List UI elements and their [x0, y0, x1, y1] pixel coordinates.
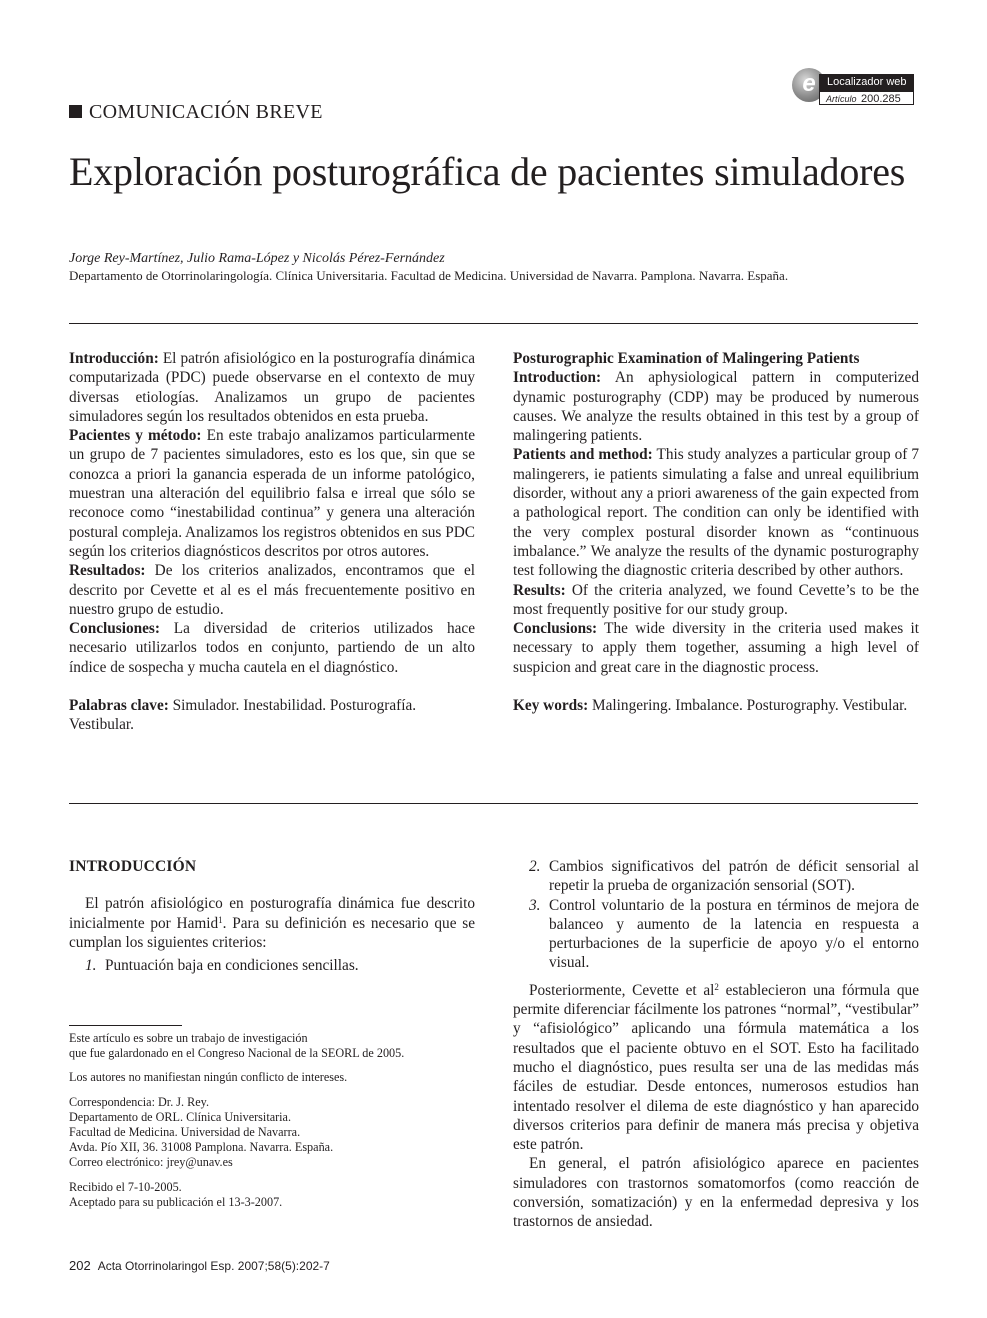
footnote-email[interactable]: Correo electrónico: jrey@unav.es: [69, 1155, 233, 1170]
authors: Jorge Rey-Martínez, Julio Rama-López y Nicolás Pérez-Fernández: [69, 251, 445, 266]
reference-1[interactable]: 1: [218, 914, 223, 925]
article-title: Exploración posturográfica de pacientes simuladores: [69, 149, 906, 194]
abstract-en-intro-text: An aphysiological pattern in computerized dynamic posturography (CDP) may be produced by numerous causes. We analyze the results obtained in this test by a group of malingering patients.: [513, 369, 919, 445]
body-paragraph-2: [513, 981, 919, 1155]
footnote-correspondence-3: Facultad de Medicina. Universidad de Navarra.: [69, 1125, 301, 1140]
abstract-es-keywords-text: Simulador. Inestabilidad. Posturografía. Vestibular.: [69, 697, 417, 734]
criteria-item-2: [513, 857, 919, 896]
body-paragraph-1: [69, 894, 475, 952]
e-logo-icon: e: [792, 68, 826, 102]
journal-citation: Acta Otorrinolaringol Esp. 2007;58(5):202-7: [97, 1259, 330, 1273]
abstract-en-keywords-text: Malingering. Imbalance. Posturography. Vestibular.: [588, 697, 908, 715]
abstract-es-method-text: En este trabajo analizamos particularmente un grupo de 7 pacientes simuladores, esto es los que, sin que se conozca a priori la ganancia esperada de un informe patológico, muestran una alteración del equilibrio falsa e irreal que sólo se reconoce como “inestabilidad continua” y genera una alteración postural compleja. Analizamos los registros obtenidos en sus PDC según los criterios diagnósticos descritos por otros autores.: [69, 427, 475, 560]
web-locator-badge: [792, 68, 916, 108]
criteria-item-1-number: 1.: [85, 957, 97, 975]
body-right-column: [513, 857, 919, 1232]
abstract-en-intro-label: Introduction:: [513, 369, 602, 387]
top-divider: [69, 323, 918, 324]
abstract-es-results-label: Resultados:: [69, 562, 146, 580]
locator-article-number: 200.285: [860, 93, 901, 105]
bottom-divider: [69, 803, 918, 804]
abstract-es-intro: [69, 349, 475, 426]
abstract-en-results-label: Results:: [513, 581, 566, 599]
abstract-es-conclusions-label: Conclusiones:: [69, 620, 160, 638]
abstract-en-method-label: Patients and method:: [513, 446, 653, 464]
page-footer: [69, 1258, 330, 1274]
abstract-en-conclusions-text: The wide diversity in the criteria used makes it necessary to apply them together, assuming a high level of suspicion and great care in the diagnostic process.: [513, 620, 919, 676]
body-paragraph-2-a: Posteriormente, Cevette et al: [529, 981, 715, 999]
page-number: 202: [69, 1258, 91, 1273]
body-paragraph-1-a: El patrón afisiológico en posturografía dinámica fue descrito inicialmente por Hamid: [69, 895, 475, 932]
criteria-item-2-text: Cambios significativos del patrón de déficit sensorial al repetir la prueba de organización sensorial (SOT).: [549, 858, 919, 895]
abstract-spanish: [69, 349, 475, 735]
abstract-es-conclusions-text: La diversidad de criterios utilizados hace necesario utilizarlos todos en conjunto, partiendo de un alto índice de sospecha y mucha cautela en el diagnóstico.: [69, 620, 475, 676]
abstract-en-results-text: Of the criteria analyzed, we found Cevette’s to be the most frequently positive for our study group.: [513, 581, 919, 618]
abstract-es-intro-label: Introducción:: [69, 350, 159, 367]
abstract-en-title: Posturographic Examination of Malingering Patients: [513, 350, 860, 367]
abstract-es-method-label: Pacientes y método:: [69, 427, 202, 445]
reference-2[interactable]: 2: [714, 981, 719, 992]
abstract-en-conclusions: [513, 619, 919, 677]
abstract-en-method: [513, 445, 919, 580]
section-label: [69, 100, 323, 124]
criteria-item-3: [513, 896, 919, 973]
criteria-item-3-text: Control voluntario de la postura en términos de mejora de balanceo y aumento de la latencia en respuesta a perturbaciones de la superficie de apoyo y/o el entorno visual.: [549, 896, 919, 972]
abstract-en-intro: [513, 368, 919, 445]
abstract-es-results-text: De los criterios analizados, encontramos que el descrito por Cevette et al es el más frecuentemente positivo en nuestro grupo de estudio.: [69, 562, 475, 618]
footnote-accepted: Aceptado para su publicación el 13-3-2007.: [69, 1194, 283, 1209]
section-label-text: COMUNICACIÓN BREVE: [89, 101, 323, 123]
abstract-es-keywords-label: Palabras clave:: [69, 697, 169, 715]
body-left-column: [69, 857, 475, 975]
abstract-es-keywords: [69, 696, 475, 735]
body-paragraph-2-b: establecieron una fórmula que permite diferenciar fácilmente los patrones “normal”, “vestibular” y “afisiológico” aplicando una fórmula matemática a los resultados que el paciente obtuvo en el SOT. Esto ha facilitado mucho el diagnóstico, pues resulta ser una de las medidas más fáciles de estudiar. Desde entonces, numerosos estudios han intentado resolver el dilema de este diagnóstico y han aparecido diversos criterios para definir de manera más precisa y objetiva este patrón.: [513, 981, 919, 1154]
abstract-en-method-text: This study analyzes a particular group of 7 malingerers, ie patients simulating a false and unreal equilibrium disorder, without any a priori awareness of the gain expected from a pathological report. The condition can only be identified with the very complex postural disorder known as “continuous imbalance.” We analyze the results of the dynamic posturography test following the diagnostic criteria described by other authors.: [513, 446, 920, 580]
locator-article: [819, 91, 914, 105]
abstract-en-conclusions-label: Conclusions:: [513, 620, 598, 638]
footnote-award-line-2: que fue galardonado en el Congreso Nacional de la SEORL de 2005.: [69, 1046, 405, 1061]
abstract-en-keywords-label: Key words:: [513, 697, 589, 715]
abstract-es-method: [69, 426, 475, 561]
footnotes: [69, 1031, 489, 1210]
footnote-award-line-1: Este artículo es sobre un trabajo de investigación: [69, 1031, 308, 1045]
locator-title: Localizador web: [819, 74, 914, 91]
footnote-correspondence-4: Avda. Pío XII, 36. 31008 Pamplona. Navarra. España.: [69, 1140, 334, 1155]
locator-article-label: Artículo: [826, 94, 857, 104]
criteria-item-1-text: Puntuación baja en condiciones sencillas.: [105, 957, 359, 975]
criteria-item-2-number: 2.: [529, 858, 541, 875]
body-paragraph-1-b: . Para su definición es necesario que se cumplan los siguientes criterios:: [69, 914, 475, 951]
footnote-divider: [69, 1025, 182, 1026]
footnote-correspondence-2: Departamento de ORL. Clínica Universitaria.: [69, 1109, 292, 1124]
criteria-item-1: [69, 956, 475, 975]
abstract-english: [513, 349, 919, 715]
abstract-es-results: [69, 561, 475, 619]
body-paragraph-3: En general, el patrón afisiológico aparece en pacientes simuladores con trastornos somatomorfos (como reacción de conversión, somatización) y en la enfermedad depresiva y los trastornos de ansiedad.: [513, 1155, 919, 1231]
footnote-received: Recibido el 7-10-2005.: [69, 1179, 182, 1194]
footnote-conflicts: Los autores no manifiestan ningún conflicto de intereses.: [69, 1070, 348, 1085]
square-bullet-icon: [69, 105, 82, 118]
abstract-es-intro-text: El patrón afisiológico en la posturografía dinámica computarizada (PDC) puede observarse en el contexto de muy diversas etiologías. Analizamos un grupo de pacientes simuladores según los resultados obtenidos en esta prueba.: [69, 350, 475, 425]
abstract-en-keywords: [513, 696, 919, 715]
footnote-correspondence-1: Correspondencia: Dr. J. Rey.: [69, 1094, 210, 1109]
section-heading-introduccion: INTRODUCCIÓN: [69, 858, 197, 875]
abstract-en-results: [513, 581, 919, 620]
abstract-es-conclusions: [69, 619, 475, 677]
affiliation: Departamento de Otorrinolaringología. Clínica Universitaria. Facultad de Medicina. Universidad de Navarra. Pamplona. Navarra. España.: [69, 268, 789, 283]
criteria-item-3-number: 3.: [529, 896, 541, 914]
